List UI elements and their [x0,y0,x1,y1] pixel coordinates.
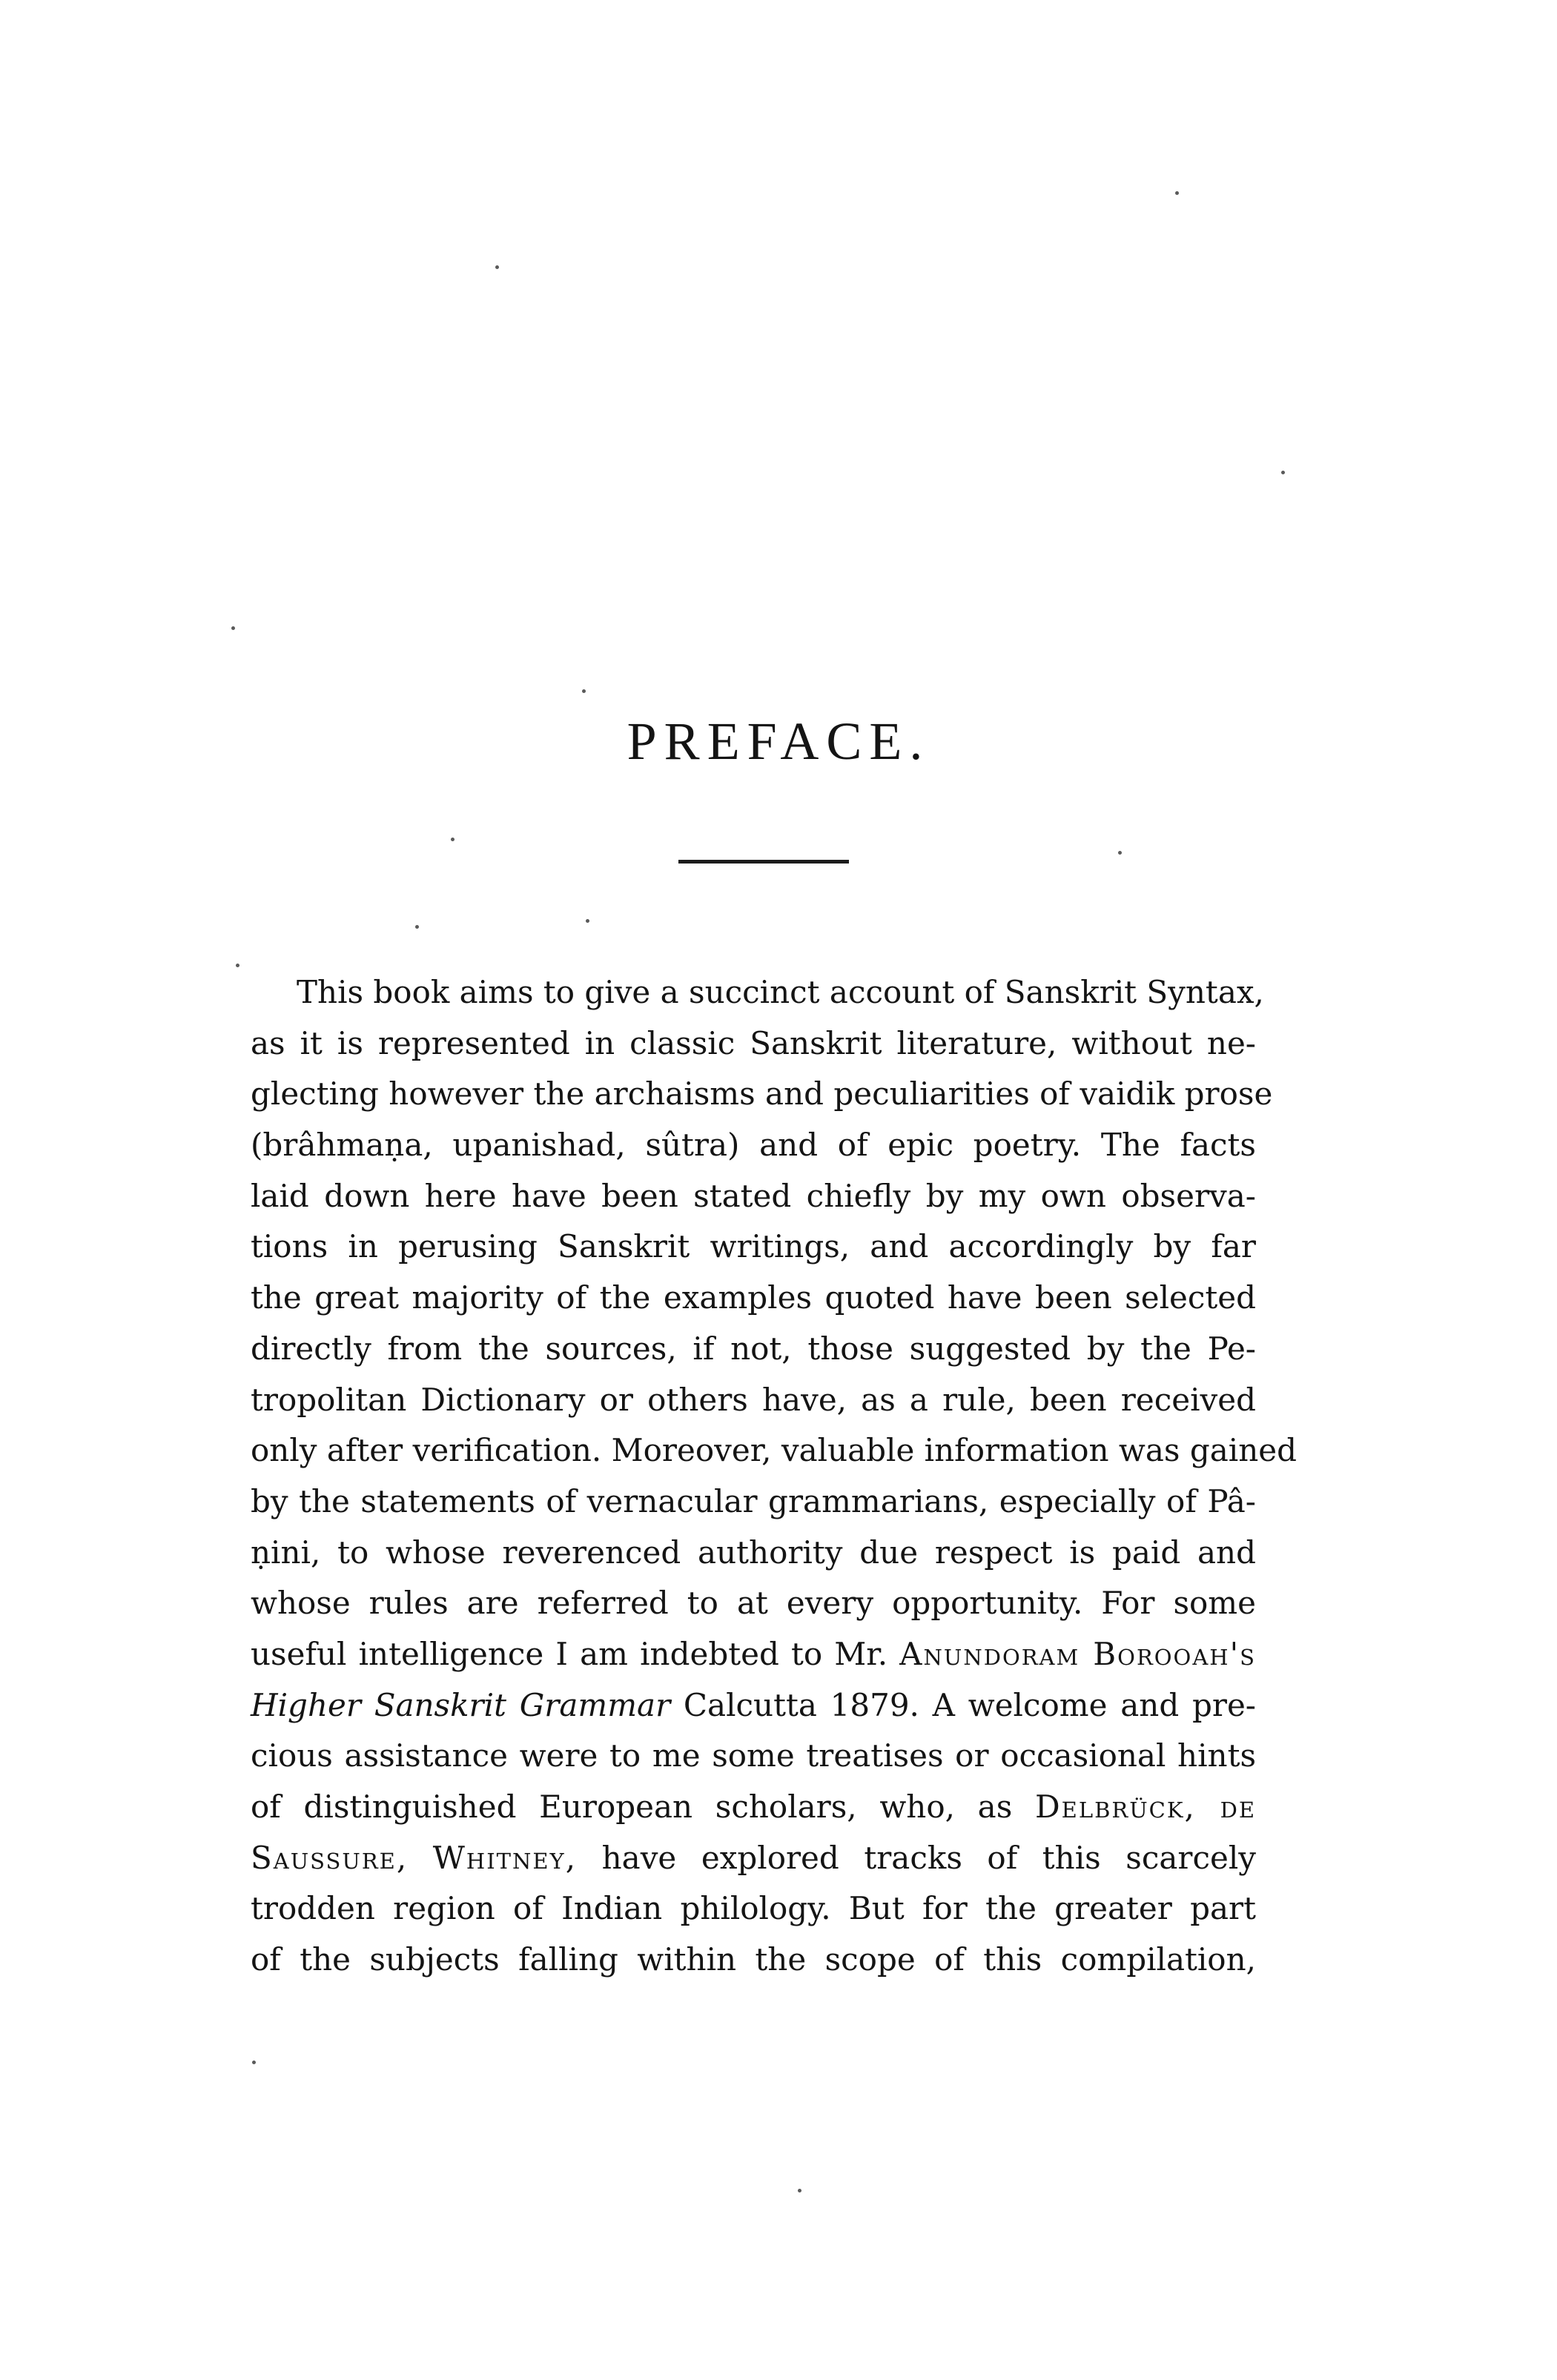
text-line: tropolitan Dictionary or others have, as a rule, been received [251,1381,1256,1418]
text-line: cious assistance were to me some treatises or occasional hints [251,1737,1256,1774]
text-line: directly from the sources, if not, those suggested by the Pe- [251,1330,1256,1367]
text-line: ṇini, to whose reverenced authority due respect is paid and [251,1534,1256,1571]
text-line: tions in perusing Sanskrit writings, and accordingly by far [251,1228,1256,1265]
text-segment: of distinguished European scholars, who, as [251,1789,1013,1825]
text-line [251,1629,1256,1680]
text-line: laid down here have been stated chiefly by my own observa- [251,1177,1256,1214]
scan-speck [252,2061,256,2064]
preface-body [251,967,1297,1986]
text-line: as it is represented in classic Sanskrit literature, without ne- [251,1024,1256,1061]
text-line: of the subjects falling within the scope of this compilation, [251,1941,1256,1978]
text-segment: have explored tracks of this scarcely [601,1839,1257,1876]
text-line: This book aims to give a succinct account of Sanskrit Syntax, [297,974,1264,1010]
scan-speck [1175,191,1179,195]
text-line: trodden region of Indian philology. But for the greater part [251,1890,1256,1927]
scan-speck [231,626,235,630]
text-line: only after verification. Moreover, valuable information was gained [251,1432,1297,1469]
text-segment: Calcutta 1879. A welcome and pre- [683,1686,1256,1723]
text-line: glecting however the archaisms and peculiarities of vaidik prose [251,1075,1273,1113]
text-line [251,1680,1256,1731]
text-line: (brâhmaṇa, upanishad, sûtra) and of epic poetry. The facts [251,1127,1256,1164]
author-name: Delbrück, de [1034,1789,1256,1825]
text-line: by the statements of vernacular grammarians, especially of Pâ- [251,1482,1256,1519]
author-name: Whitney, [432,1839,578,1876]
scan-speck [495,265,499,269]
book-title: Higher Sanskrit Grammar [251,1686,671,1723]
text-line: whose rules are referred to at every opportunity. For some [251,1585,1256,1622]
scan-speck [1118,851,1122,855]
text-segment: useful intelligence I am indebted to Mr. [251,1635,888,1672]
scan-speck [586,919,589,923]
author-name: Anundoram Borooah's [899,1635,1256,1672]
text-line: the great majority of the examples quoted have been selected [251,1279,1256,1316]
scan-speck [451,838,454,841]
title-divider [678,860,849,864]
text-line [251,1782,1256,1833]
text-line [251,1833,1256,1884]
scan-speck [236,964,239,967]
scan-speck [798,2189,801,2192]
page-title: PREFACE. [627,712,930,771]
scan-speck [415,925,419,929]
author-name: Saussure, [251,1839,409,1876]
scan-speck [582,689,586,693]
scan-speck [1281,471,1285,474]
